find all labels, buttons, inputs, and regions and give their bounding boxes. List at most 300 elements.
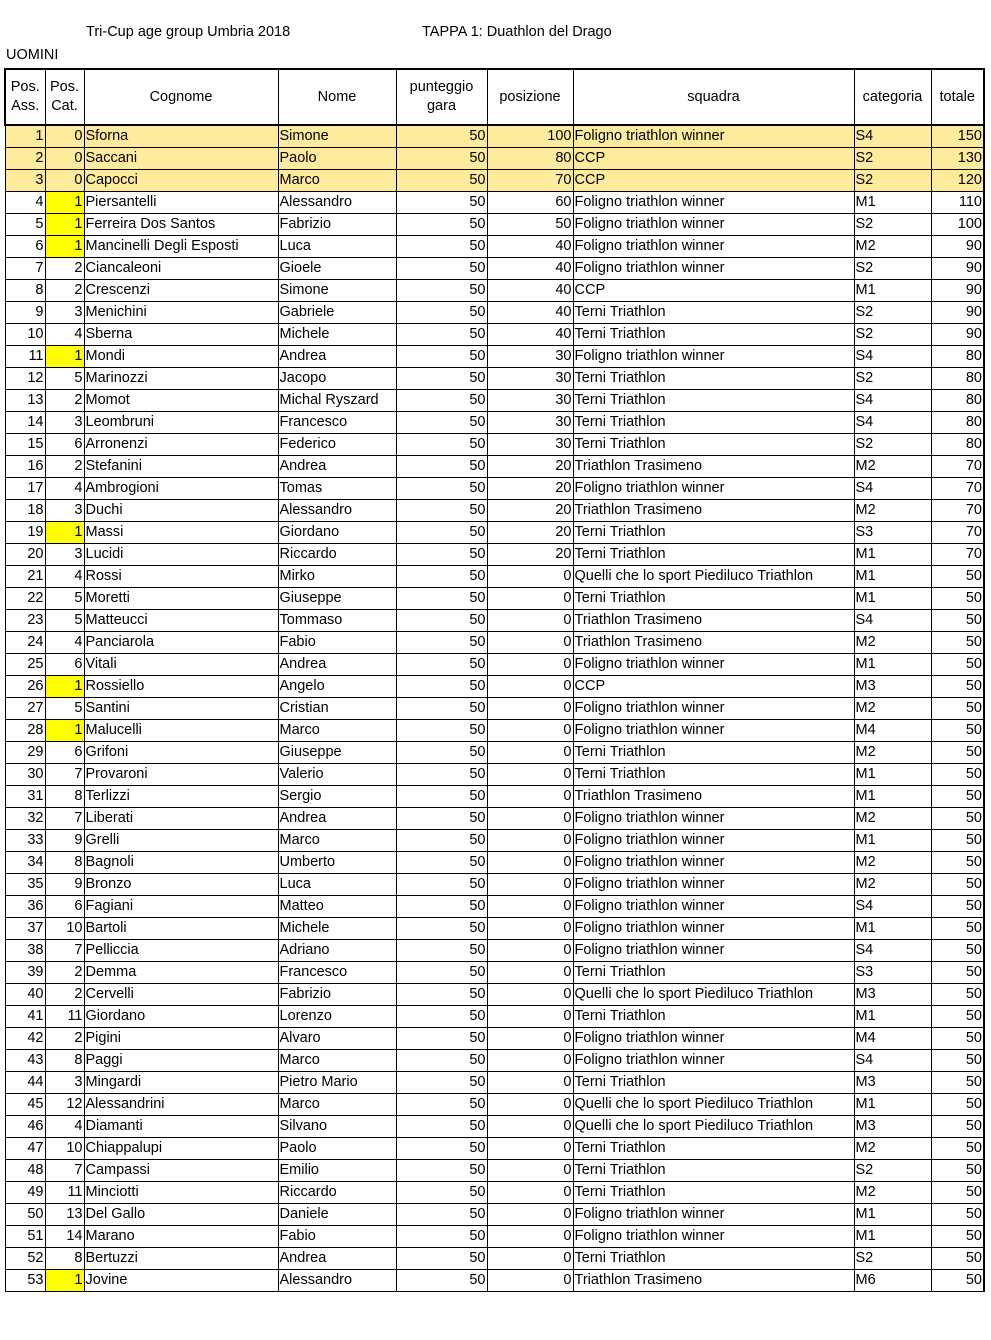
- cell-totale: 90: [931, 324, 984, 346]
- cell-pos-cat: 2: [45, 984, 84, 1006]
- cell-squadra: Triathlon Trasimeno: [573, 610, 854, 632]
- cell-totale: 70: [931, 544, 984, 566]
- section-label: UOMINI: [6, 47, 59, 63]
- cell-cognome: Stefanini: [84, 456, 278, 478]
- cell-categoria: S2: [854, 148, 931, 170]
- cell-nome: Fabio: [278, 1226, 396, 1248]
- table-row: [5, 148, 984, 170]
- cell-categoria: M3: [854, 984, 931, 1006]
- cell-pos-ass: 32: [5, 808, 45, 830]
- cell-posizione: 0: [487, 1226, 573, 1248]
- cell-cognome: Ciancaleoni: [84, 258, 278, 280]
- cell-pos-ass: 43: [5, 1050, 45, 1072]
- cell-pos-cat: 6: [45, 742, 84, 764]
- cell-punteggio: 50: [396, 962, 487, 984]
- table-row: [5, 544, 984, 566]
- cell-posizione: 0: [487, 1204, 573, 1226]
- cell-posizione: 0: [487, 764, 573, 786]
- cell-squadra: CCP: [573, 148, 854, 170]
- cell-totale: 80: [931, 390, 984, 412]
- cell-pos-cat: 6: [45, 434, 84, 456]
- cell-nome: Andrea: [278, 346, 396, 368]
- cell-pos-cat: 4: [45, 1116, 84, 1138]
- cell-punteggio: 50: [396, 786, 487, 808]
- cell-squadra: Terni Triathlon: [573, 588, 854, 610]
- cell-posizione: 40: [487, 324, 573, 346]
- cell-posizione: 0: [487, 896, 573, 918]
- cell-nome: Alessandro: [278, 192, 396, 214]
- cell-punteggio: 50: [396, 588, 487, 610]
- cell-punteggio: 50: [396, 918, 487, 940]
- cell-pos-ass: 4: [5, 192, 45, 214]
- cell-cognome: Chiappalupi: [84, 1138, 278, 1160]
- cell-cognome: Jovine: [84, 1270, 278, 1292]
- cell-squadra: Foligno triathlon winner: [573, 720, 854, 742]
- cell-cognome: Cervelli: [84, 984, 278, 1006]
- cell-posizione: 60: [487, 192, 573, 214]
- cell-squadra: Triathlon Trasimeno: [573, 500, 854, 522]
- cell-posizione: 0: [487, 632, 573, 654]
- cell-posizione: 0: [487, 1160, 573, 1182]
- cell-pos-ass: 31: [5, 786, 45, 808]
- table-row: [5, 1160, 984, 1182]
- cell-nome: Lorenzo: [278, 1006, 396, 1028]
- cell-totale: 50: [931, 1160, 984, 1182]
- cell-cognome: Malucelli: [84, 720, 278, 742]
- cell-categoria: S3: [854, 962, 931, 984]
- cell-punteggio: 50: [396, 1138, 487, 1160]
- cell-pos-cat: 10: [45, 918, 84, 940]
- cell-squadra: Terni Triathlon: [573, 368, 854, 390]
- cell-pos-cat: 0: [45, 170, 84, 192]
- cell-posizione: 80: [487, 148, 573, 170]
- cell-pos-ass: 3: [5, 170, 45, 192]
- cell-totale: 50: [931, 1028, 984, 1050]
- cell-posizione: 0: [487, 1094, 573, 1116]
- cell-cognome: Rossi: [84, 566, 278, 588]
- cell-cognome: Arronenzi: [84, 434, 278, 456]
- cell-nome: Simone: [278, 280, 396, 302]
- cell-squadra: Terni Triathlon: [573, 1006, 854, 1028]
- cell-cognome: Bertuzzi: [84, 1248, 278, 1270]
- cell-pos-cat: 5: [45, 610, 84, 632]
- cell-pos-ass: 39: [5, 962, 45, 984]
- cell-pos-cat: 0: [45, 125, 84, 148]
- cell-nome: Fabrizio: [278, 214, 396, 236]
- cell-pos-cat: 1: [45, 1270, 84, 1292]
- cell-pos-ass: 14: [5, 412, 45, 434]
- cell-totale: 70: [931, 500, 984, 522]
- header-categoria: categoria: [854, 69, 931, 125]
- cell-squadra: Terni Triathlon: [573, 390, 854, 412]
- cell-punteggio: 50: [396, 236, 487, 258]
- cell-categoria: S4: [854, 610, 931, 632]
- table-row: [5, 324, 984, 346]
- cell-punteggio: 50: [396, 346, 487, 368]
- cell-categoria: M3: [854, 1116, 931, 1138]
- cell-categoria: S4: [854, 1050, 931, 1072]
- table-row: [5, 830, 984, 852]
- cell-posizione: 20: [487, 522, 573, 544]
- cell-nome: Alvaro: [278, 1028, 396, 1050]
- cell-punteggio: 50: [396, 1116, 487, 1138]
- cell-pos-ass: 20: [5, 544, 45, 566]
- cell-pos-ass: 13: [5, 390, 45, 412]
- cell-pos-ass: 9: [5, 302, 45, 324]
- cell-squadra: Foligno triathlon winner: [573, 698, 854, 720]
- cell-pos-cat: 8: [45, 786, 84, 808]
- table-row: [5, 962, 984, 984]
- cell-nome: Michele: [278, 918, 396, 940]
- cell-cognome: Giordano: [84, 1006, 278, 1028]
- cell-nome: Andrea: [278, 808, 396, 830]
- cell-categoria: S2: [854, 170, 931, 192]
- cell-posizione: 0: [487, 962, 573, 984]
- cell-nome: Giordano: [278, 522, 396, 544]
- cell-punteggio: 50: [396, 1248, 487, 1270]
- table-row: [5, 280, 984, 302]
- cell-nome: Marco: [278, 1094, 396, 1116]
- cell-posizione: 30: [487, 412, 573, 434]
- cell-punteggio: 50: [396, 214, 487, 236]
- header-pos-cat: Pos. Cat.: [45, 69, 84, 125]
- cell-categoria: M1: [854, 786, 931, 808]
- header-cognome: Cognome: [84, 69, 278, 125]
- table-row: [5, 874, 984, 896]
- cell-squadra: Foligno triathlon winner: [573, 896, 854, 918]
- cell-nome: Riccardo: [278, 1182, 396, 1204]
- cell-nome: Francesco: [278, 962, 396, 984]
- cell-squadra: Terni Triathlon: [573, 302, 854, 324]
- cell-pos-ass: 7: [5, 258, 45, 280]
- cell-cognome: Sberna: [84, 324, 278, 346]
- cell-cognome: Matteucci: [84, 610, 278, 632]
- cell-categoria: S2: [854, 368, 931, 390]
- cell-totale: 50: [931, 962, 984, 984]
- cell-totale: 50: [931, 1072, 984, 1094]
- cell-punteggio: 50: [396, 324, 487, 346]
- cell-pos-ass: 12: [5, 368, 45, 390]
- cell-punteggio: 50: [396, 720, 487, 742]
- cell-squadra: CCP: [573, 280, 854, 302]
- cell-punteggio: 50: [396, 1094, 487, 1116]
- cell-pos-cat: 5: [45, 368, 84, 390]
- cell-pos-cat: 2: [45, 258, 84, 280]
- cell-punteggio: 50: [396, 698, 487, 720]
- cell-punteggio: 50: [396, 1050, 487, 1072]
- cell-pos-cat: 0: [45, 148, 84, 170]
- cell-punteggio: 50: [396, 148, 487, 170]
- cell-posizione: 30: [487, 346, 573, 368]
- cell-nome: Luca: [278, 236, 396, 258]
- cell-pos-ass: 40: [5, 984, 45, 1006]
- cell-squadra: Triathlon Trasimeno: [573, 456, 854, 478]
- table-row: [5, 896, 984, 918]
- cell-pos-ass: 1: [5, 125, 45, 148]
- cell-punteggio: 50: [396, 434, 487, 456]
- cell-pos-cat: 3: [45, 412, 84, 434]
- cell-totale: 70: [931, 456, 984, 478]
- cell-pos-cat: 2: [45, 390, 84, 412]
- cell-posizione: 0: [487, 1138, 573, 1160]
- table-row: [5, 764, 984, 786]
- cell-pos-ass: 42: [5, 1028, 45, 1050]
- table-row: [5, 588, 984, 610]
- cell-totale: 50: [931, 654, 984, 676]
- cell-squadra: Foligno triathlon winner: [573, 874, 854, 896]
- cell-nome: Paolo: [278, 1138, 396, 1160]
- cell-totale: 80: [931, 368, 984, 390]
- cell-pos-cat: 1: [45, 346, 84, 368]
- cell-nome: Fabrizio: [278, 984, 396, 1006]
- cell-pos-cat: 3: [45, 544, 84, 566]
- cell-totale: 50: [931, 742, 984, 764]
- table-row: [5, 610, 984, 632]
- cell-cognome: Grifoni: [84, 742, 278, 764]
- cell-cognome: Liberati: [84, 808, 278, 830]
- cell-cognome: Campassi: [84, 1160, 278, 1182]
- cell-totale: 50: [931, 984, 984, 1006]
- cell-totale: 50: [931, 1094, 984, 1116]
- cell-nome: Andrea: [278, 456, 396, 478]
- cell-pos-cat: 8: [45, 852, 84, 874]
- cell-punteggio: 50: [396, 632, 487, 654]
- cell-nome: Federico: [278, 434, 396, 456]
- cell-punteggio: 50: [396, 852, 487, 874]
- cell-posizione: 70: [487, 170, 573, 192]
- cell-punteggio: 50: [396, 896, 487, 918]
- cell-squadra: Terni Triathlon: [573, 742, 854, 764]
- cell-nome: Cristian: [278, 698, 396, 720]
- cell-posizione: 0: [487, 676, 573, 698]
- table-body: [5, 125, 984, 1292]
- cell-squadra: Terni Triathlon: [573, 1138, 854, 1160]
- cell-totale: 50: [931, 610, 984, 632]
- table-row: [5, 500, 984, 522]
- cell-posizione: 0: [487, 852, 573, 874]
- cell-nome: Sergio: [278, 786, 396, 808]
- cell-cognome: Terlizzi: [84, 786, 278, 808]
- cell-pos-cat: 2: [45, 962, 84, 984]
- cell-pos-ass: 41: [5, 1006, 45, 1028]
- cell-cognome: Menichini: [84, 302, 278, 324]
- cell-categoria: M1: [854, 764, 931, 786]
- cell-pos-ass: 27: [5, 698, 45, 720]
- cell-posizione: 0: [487, 1248, 573, 1270]
- cell-posizione: 0: [487, 984, 573, 1006]
- cell-nome: Pietro Mario: [278, 1072, 396, 1094]
- cell-nome: Jacopo: [278, 368, 396, 390]
- cell-cognome: Bagnoli: [84, 852, 278, 874]
- cell-squadra: Foligno triathlon winner: [573, 918, 854, 940]
- cell-posizione: 0: [487, 654, 573, 676]
- cell-pos-ass: 5: [5, 214, 45, 236]
- cell-cognome: Minciotti: [84, 1182, 278, 1204]
- cell-pos-ass: 25: [5, 654, 45, 676]
- cell-punteggio: 50: [396, 1204, 487, 1226]
- cell-pos-ass: 35: [5, 874, 45, 896]
- cell-punteggio: 50: [396, 302, 487, 324]
- header-nome: Nome: [278, 69, 396, 125]
- cell-categoria: S4: [854, 412, 931, 434]
- cell-posizione: 0: [487, 588, 573, 610]
- cell-pos-ass: 22: [5, 588, 45, 610]
- cell-pos-cat: 1: [45, 192, 84, 214]
- cell-pos-ass: 36: [5, 896, 45, 918]
- cell-punteggio: 50: [396, 1270, 487, 1292]
- cell-nome: Francesco: [278, 412, 396, 434]
- cell-squadra: Foligno triathlon winner: [573, 1050, 854, 1072]
- cell-nome: Adriano: [278, 940, 396, 962]
- cell-nome: Umberto: [278, 852, 396, 874]
- table-row: [5, 1204, 984, 1226]
- cell-cognome: Lucidi: [84, 544, 278, 566]
- cell-pos-cat: 4: [45, 478, 84, 500]
- cell-punteggio: 50: [396, 742, 487, 764]
- cell-pos-ass: 2: [5, 148, 45, 170]
- cell-posizione: 40: [487, 258, 573, 280]
- cell-categoria: M2: [854, 500, 931, 522]
- cell-posizione: 0: [487, 1006, 573, 1028]
- cell-categoria: M2: [854, 698, 931, 720]
- cell-categoria: S2: [854, 434, 931, 456]
- cell-totale: 50: [931, 830, 984, 852]
- cell-cognome: Vitali: [84, 654, 278, 676]
- cell-cognome: Mondi: [84, 346, 278, 368]
- cell-categoria: M4: [854, 720, 931, 742]
- cell-totale: 50: [931, 632, 984, 654]
- cell-categoria: S4: [854, 896, 931, 918]
- cell-pos-ass: 28: [5, 720, 45, 742]
- cell-nome: Angelo: [278, 676, 396, 698]
- cell-cognome: Paggi: [84, 1050, 278, 1072]
- cell-posizione: 0: [487, 698, 573, 720]
- cell-cognome: Marinozzi: [84, 368, 278, 390]
- cell-totale: 90: [931, 280, 984, 302]
- cell-pos-ass: 46: [5, 1116, 45, 1138]
- cell-squadra: Terni Triathlon: [573, 544, 854, 566]
- cell-pos-ass: 44: [5, 1072, 45, 1094]
- cell-punteggio: 50: [396, 456, 487, 478]
- cell-punteggio: 50: [396, 610, 487, 632]
- page-title: Tri-Cup age group Umbria 2018: [86, 24, 291, 40]
- cell-posizione: 30: [487, 434, 573, 456]
- table-row: [5, 808, 984, 830]
- table-row: [5, 456, 984, 478]
- cell-categoria: M1: [854, 654, 931, 676]
- cell-posizione: 0: [487, 1050, 573, 1072]
- cell-posizione: 40: [487, 236, 573, 258]
- cell-pos-ass: 38: [5, 940, 45, 962]
- cell-cognome: Provaroni: [84, 764, 278, 786]
- cell-posizione: 0: [487, 830, 573, 852]
- cell-posizione: 0: [487, 940, 573, 962]
- cell-categoria: M1: [854, 192, 931, 214]
- cell-cognome: Panciarola: [84, 632, 278, 654]
- cell-cognome: Mingardi: [84, 1072, 278, 1094]
- cell-categoria: S4: [854, 390, 931, 412]
- cell-nome: Marco: [278, 1050, 396, 1072]
- cell-punteggio: 50: [396, 390, 487, 412]
- cell-categoria: M2: [854, 236, 931, 258]
- table-row: [5, 742, 984, 764]
- cell-squadra: Foligno triathlon winner: [573, 808, 854, 830]
- table-row: [5, 170, 984, 192]
- table-row: [5, 1226, 984, 1248]
- cell-totale: 110: [931, 192, 984, 214]
- table-row: [5, 236, 984, 258]
- cell-totale: 90: [931, 302, 984, 324]
- cell-nome: Daniele: [278, 1204, 396, 1226]
- cell-squadra: CCP: [573, 170, 854, 192]
- cell-totale: 50: [931, 940, 984, 962]
- cell-pos-ass: 53: [5, 1270, 45, 1292]
- cell-nome: Tomas: [278, 478, 396, 500]
- cell-categoria: S4: [854, 478, 931, 500]
- cell-squadra: Foligno triathlon winner: [573, 258, 854, 280]
- cell-nome: Michal Ryszard: [278, 390, 396, 412]
- cell-totale: 50: [931, 764, 984, 786]
- stage-title: TAPPA 1: Duathlon del Drago: [422, 24, 612, 40]
- cell-cognome: Bartoli: [84, 918, 278, 940]
- cell-totale: 50: [931, 676, 984, 698]
- cell-pos-ass: 37: [5, 918, 45, 940]
- cell-totale: 50: [931, 1138, 984, 1160]
- cell-pos-ass: 18: [5, 500, 45, 522]
- cell-pos-cat: 14: [45, 1226, 84, 1248]
- cell-posizione: 40: [487, 302, 573, 324]
- cell-pos-cat: 2: [45, 280, 84, 302]
- cell-cognome: Del Gallo: [84, 1204, 278, 1226]
- cell-nome: Giuseppe: [278, 588, 396, 610]
- cell-categoria: S3: [854, 522, 931, 544]
- cell-categoria: M2: [854, 456, 931, 478]
- cell-categoria: M1: [854, 1094, 931, 1116]
- cell-categoria: M4: [854, 1028, 931, 1050]
- cell-punteggio: 50: [396, 280, 487, 302]
- cell-punteggio: 50: [396, 522, 487, 544]
- cell-pos-cat: 7: [45, 764, 84, 786]
- cell-posizione: 0: [487, 786, 573, 808]
- cell-categoria: M1: [854, 280, 931, 302]
- cell-pos-ass: 51: [5, 1226, 45, 1248]
- cell-pos-cat: 5: [45, 698, 84, 720]
- cell-pos-ass: 45: [5, 1094, 45, 1116]
- cell-pos-ass: 29: [5, 742, 45, 764]
- cell-categoria: M1: [854, 1226, 931, 1248]
- cell-pos-ass: 48: [5, 1160, 45, 1182]
- cell-squadra: Foligno triathlon winner: [573, 1204, 854, 1226]
- cell-nome: Luca: [278, 874, 396, 896]
- cell-categoria: M2: [854, 632, 931, 654]
- cell-punteggio: 50: [396, 764, 487, 786]
- cell-punteggio: 50: [396, 874, 487, 896]
- cell-totale: 50: [931, 1182, 984, 1204]
- cell-pos-cat: 4: [45, 324, 84, 346]
- cell-nome: Simone: [278, 125, 396, 148]
- cell-totale: 50: [931, 852, 984, 874]
- cell-totale: 50: [931, 1204, 984, 1226]
- header-posizione: posizione: [487, 69, 573, 125]
- cell-pos-cat: 10: [45, 1138, 84, 1160]
- cell-punteggio: 50: [396, 1182, 487, 1204]
- cell-pos-ass: 24: [5, 632, 45, 654]
- table-row: [5, 566, 984, 588]
- cell-squadra: Foligno triathlon winner: [573, 214, 854, 236]
- cell-posizione: 0: [487, 566, 573, 588]
- cell-totale: 50: [931, 786, 984, 808]
- cell-punteggio: 50: [396, 676, 487, 698]
